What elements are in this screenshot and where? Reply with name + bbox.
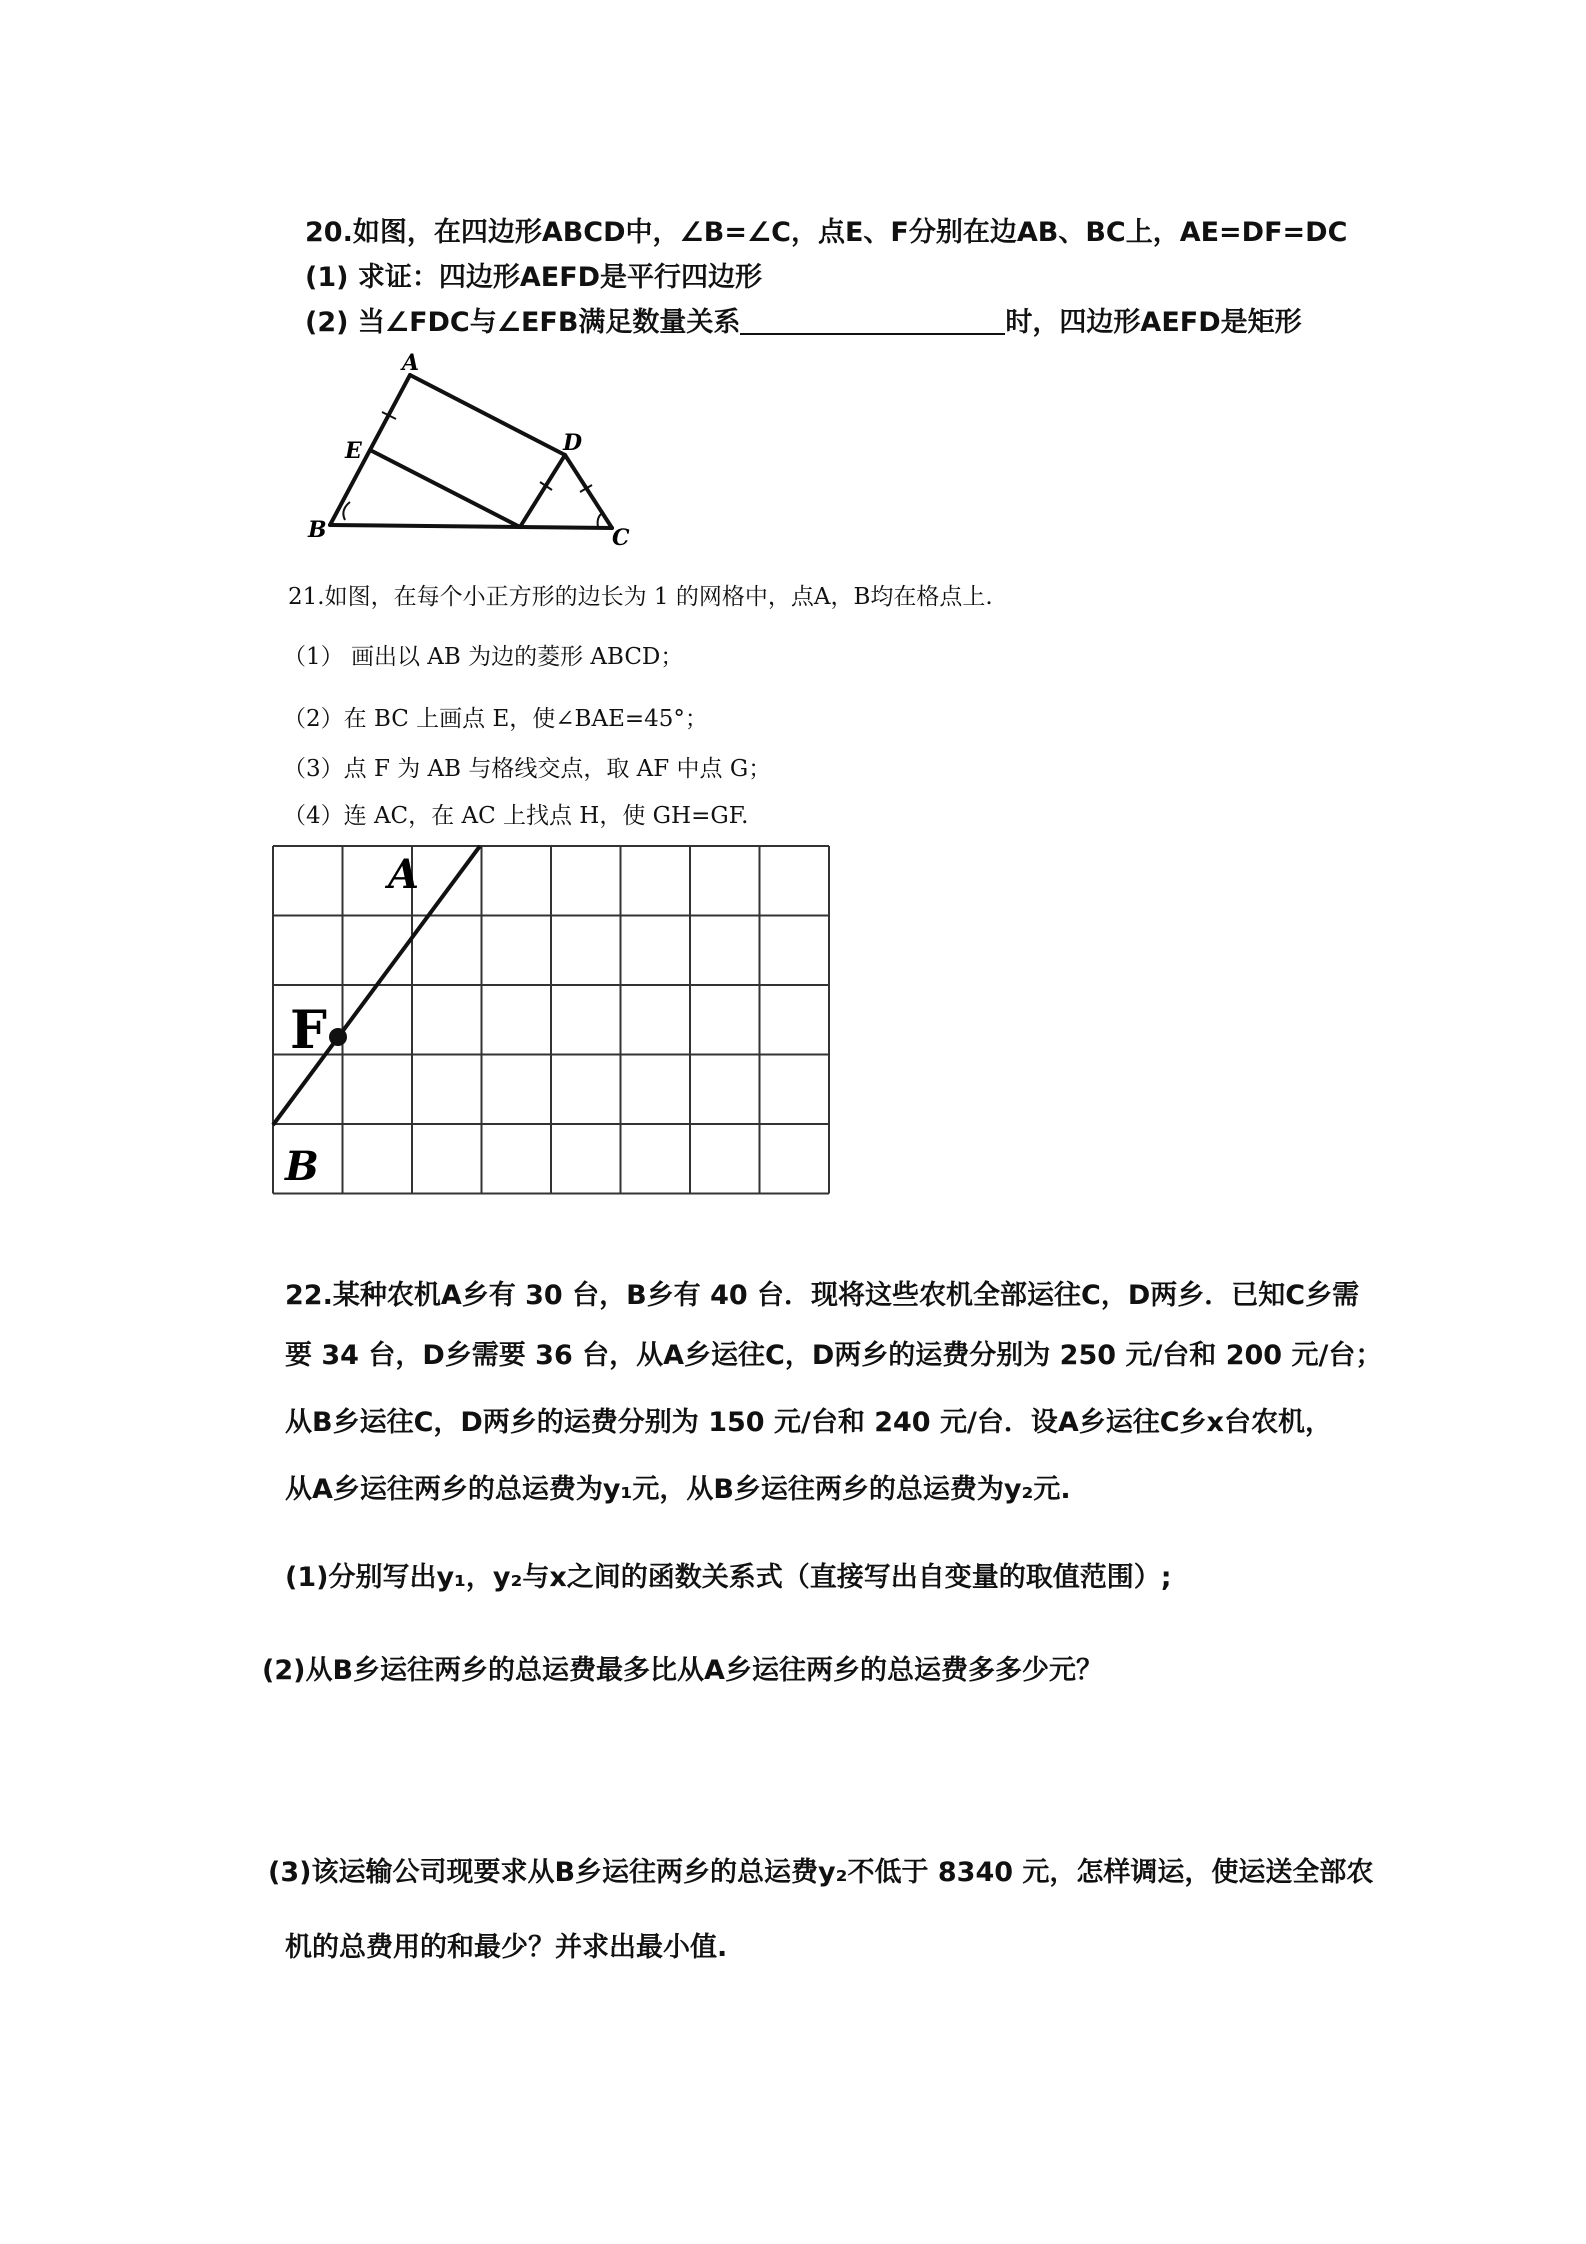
grid-label-f: F bbox=[290, 1000, 327, 1061]
q22-part3-line-2: 机的总费用的和最少？并求出最小值. bbox=[285, 1932, 728, 1963]
point-f bbox=[329, 1028, 347, 1046]
q20-part1: (1) 求证：四边形AEFD是平行四边形 bbox=[305, 262, 763, 293]
q21-item-4: （4）连 AC，在 AC 上找点 H，使 GH=GF. bbox=[283, 803, 749, 829]
q20-stem: 20.如图，在四边形ABCD中，∠B=∠C，点E、F分别在边AB、BC上，AE=DF=DC bbox=[305, 217, 1348, 248]
q22-part2: (2)从B乡运往两乡的总运费最多比从A乡运往两乡的总运费多多少元？ bbox=[262, 1655, 1103, 1686]
q22-part1: (1)分别写出y₁，y₂与x之间的函数关系式（直接写出自变量的取值范围）; bbox=[285, 1562, 1172, 1593]
q21-stem: 21.如图，在每个小正方形的边长为 1 的网格中，点A，B均在格点上. bbox=[288, 584, 993, 610]
grid-label-a: A bbox=[388, 851, 420, 898]
q22-line-3: 从B乡运往C，D两乡的运费分别为 150 元/台和 240 元/台．设A乡运往C乡x台农机， bbox=[285, 1407, 1332, 1438]
grid-label-b: B bbox=[285, 1143, 319, 1190]
q22-line-2: 要 34 台，D乡需要 36 台，从A乡运往C，D两乡的运费分别为 250 元/台和 200 元/台； bbox=[285, 1340, 1383, 1371]
q22-part3-line-1: (3)该运输公司现要求从B乡运往两乡的总运费y₂不低于 8340 元，怎样调运，使运送全部农 bbox=[268, 1857, 1374, 1888]
q21-item-3: （3）点 F 为 AB 与格线交点，取 AF 中点 G； bbox=[283, 756, 772, 782]
label-b: B bbox=[308, 517, 327, 543]
label-c: C bbox=[612, 525, 630, 551]
q20-part2-after: 时，四边形AEFD是矩形 bbox=[1005, 307, 1302, 338]
q22-line-4: 从A乡运往两乡的总运费为y₁元，从B乡运往两乡的总运费为y₂元. bbox=[285, 1474, 1071, 1505]
label-a: A bbox=[402, 350, 420, 376]
q21-item-1: （1） 画出以 AB 为边的菱形 ABCD； bbox=[283, 644, 684, 670]
q21-item-2: （2）在 BC 上画点 E，使∠BAE=45°； bbox=[283, 706, 708, 732]
label-e: E bbox=[345, 438, 362, 464]
label-d: D bbox=[563, 430, 583, 456]
q20-part2-before: (2) 当∠FDC与∠EFB满足数量关系 bbox=[305, 307, 741, 338]
q22-line-1: 22.某种农机A乡有 30 台，B乡有 40 台．现将这些农机全部运往C，D两乡．已知C乡需 bbox=[285, 1280, 1360, 1311]
